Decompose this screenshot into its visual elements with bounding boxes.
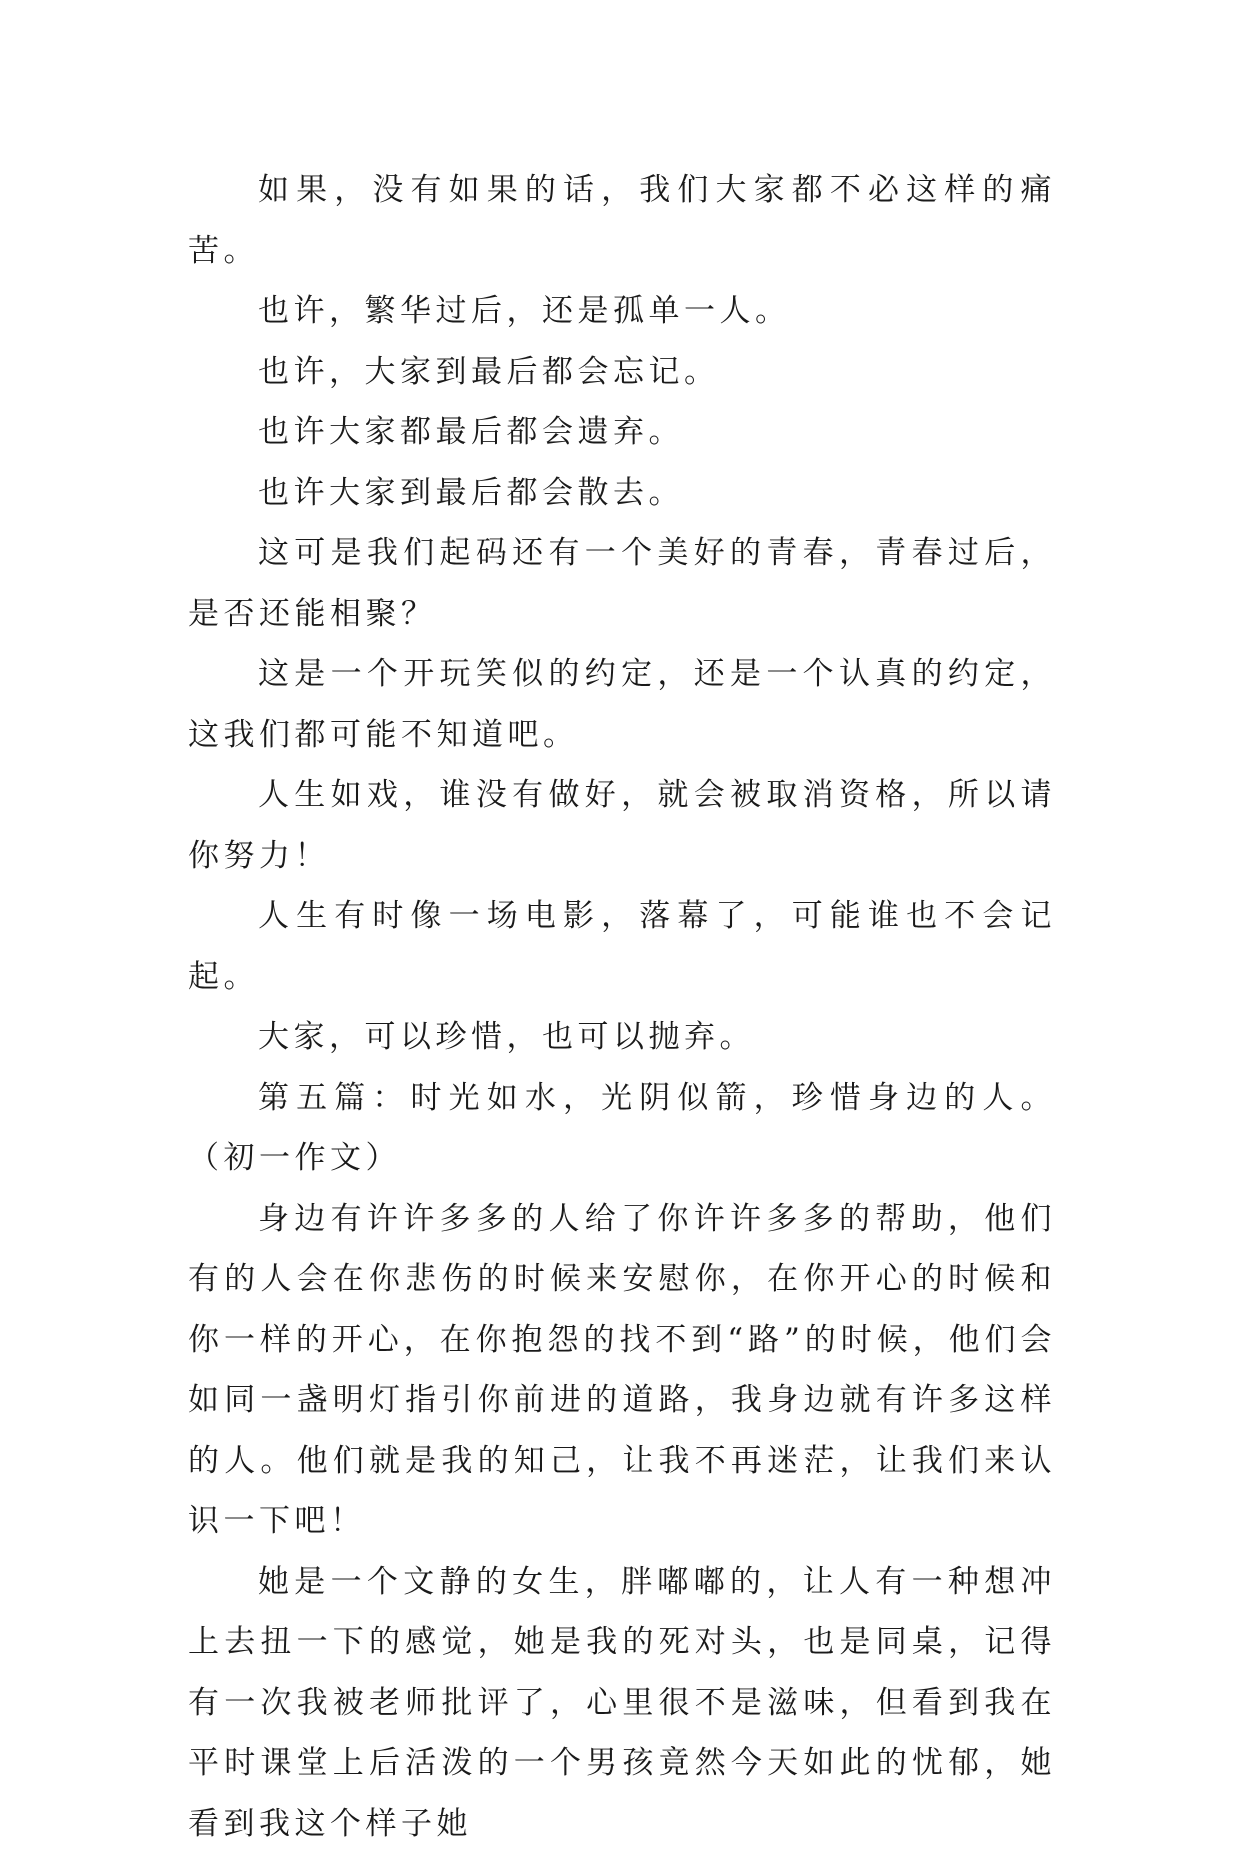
paragraph: 这可是我们起码还有一个美好的青春，青春过后，是否还能相聚？ (188, 523, 1056, 644)
paragraph: 人生如戏，谁没有做好，就会被取消资格，所以请你努力！ (188, 765, 1056, 886)
paragraph: 她是一个文静的女生，胖嘟嘟的，让人有一种想冲上去扭一下的感觉，她是我的死对头，也是同桌，记得有一次我被老师批评了，心里很不是滋味，但看到我在平时课堂上后活泼的一个男孩竟然今天如此的忧郁，她看到我这个样子她 (188, 1552, 1056, 1854)
paragraph: 也许，大家到最后都会忘记。 (188, 342, 1056, 403)
section-heading: 第五篇：时光如水，光阴似箭，珍惜身边的人。（初一作文） (188, 1068, 1056, 1189)
paragraph: 人生有时像一场电影，落幕了，可能谁也不会记起。 (188, 886, 1056, 1007)
paragraph: 也许大家都最后都会遗弃。 (188, 402, 1056, 463)
paragraph: 身边有许许多多的人给了你许许多多的帮助，他们有的人会在你悲伤的时候来安慰你，在你开心的时候和你一样的开心，在你抱怨的找不到“路”的时候，他们会如同一盏明灯指引你前进的道路，我身边就有许多这样的人。他们就是我的知己，让我不再迷茫，让我们来认识一下吧！ (188, 1189, 1056, 1552)
paragraph: 也许大家到最后都会散去。 (188, 463, 1056, 524)
paragraph: 如果，没有如果的话，我们大家都不必这样的痛苦。 (188, 160, 1056, 281)
paragraph: 这是一个开玩笑似的约定，还是一个认真的约定，这我们都可能不知道吧。 (188, 644, 1056, 765)
paragraph: 大家，可以珍惜，也可以抛弃。 (188, 1007, 1056, 1068)
paragraph: 也许，繁华过后，还是孤单一人。 (188, 281, 1056, 342)
document-body (188, 160, 1056, 1854)
